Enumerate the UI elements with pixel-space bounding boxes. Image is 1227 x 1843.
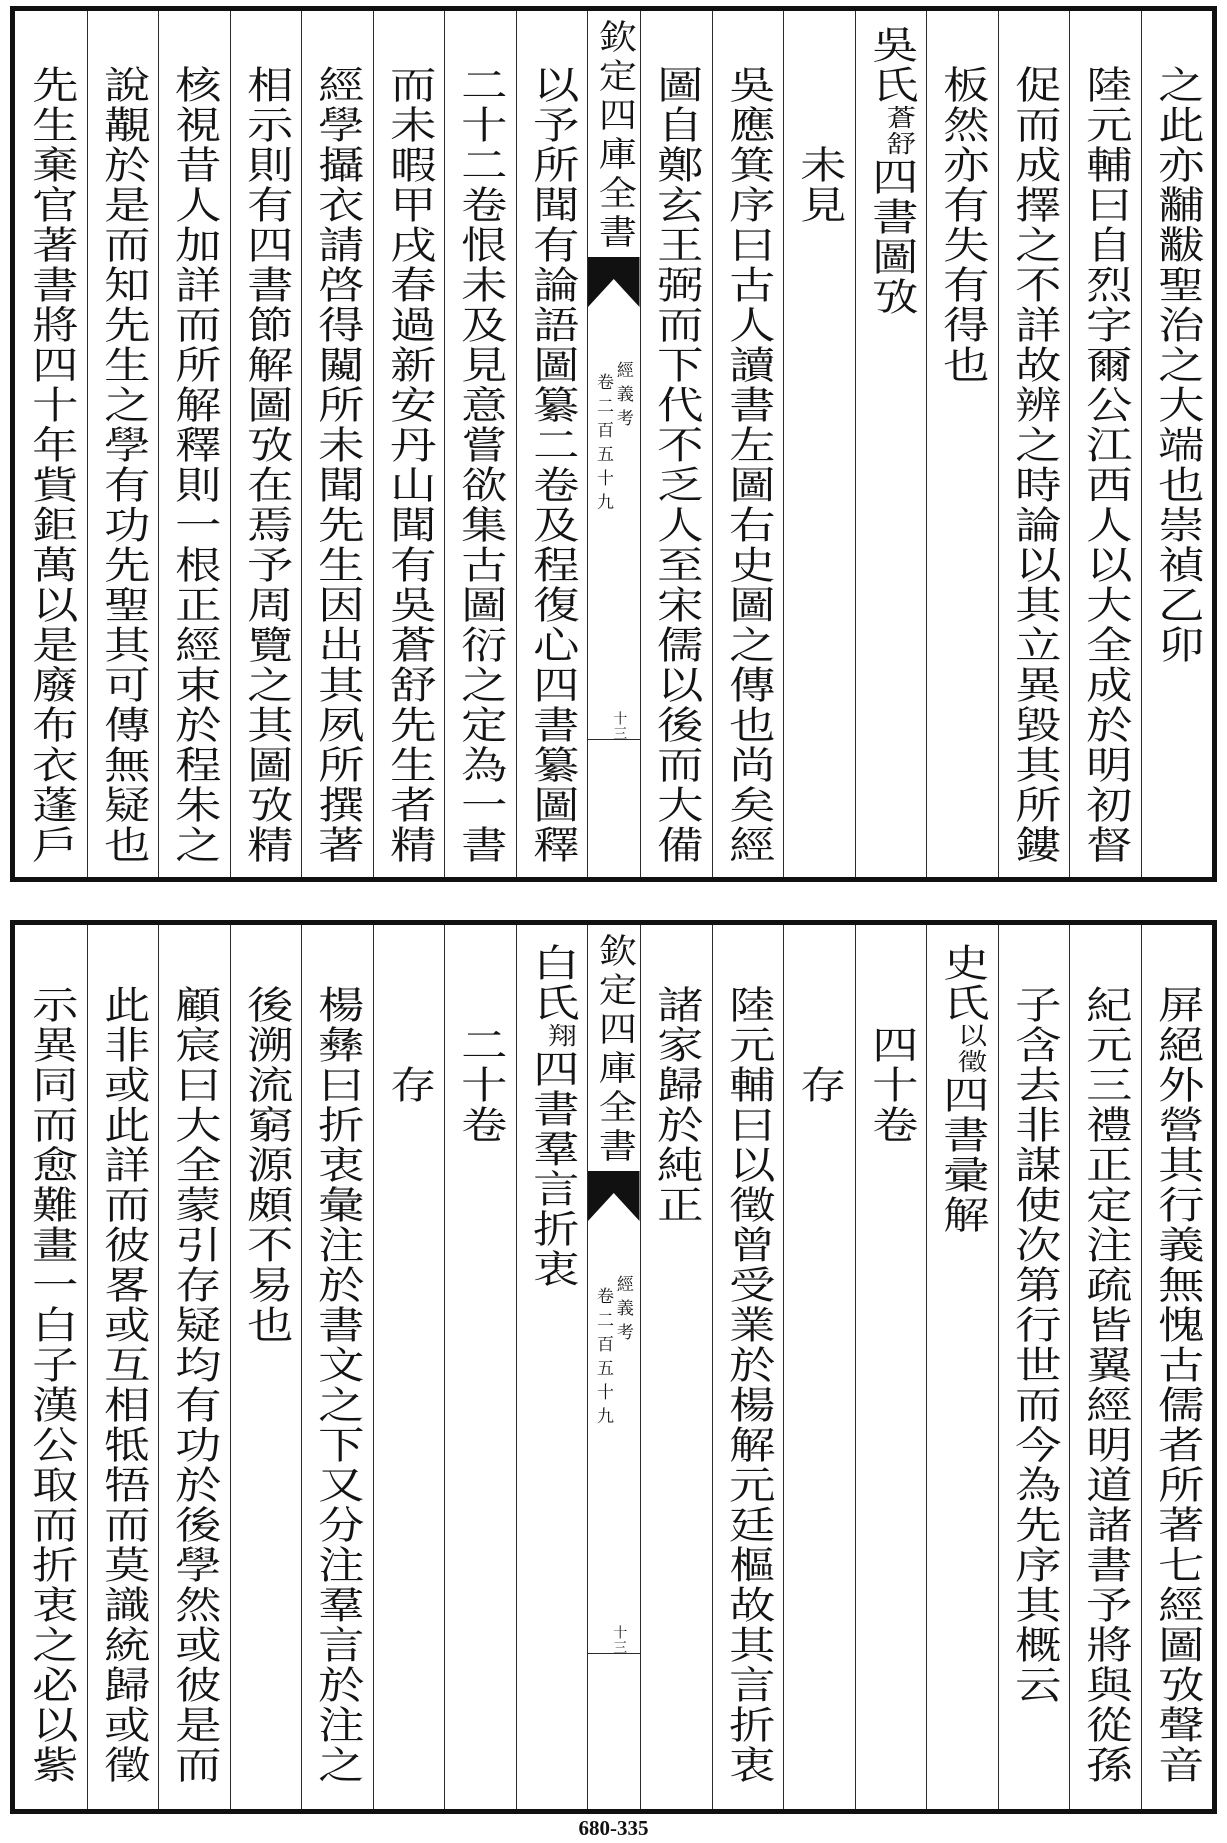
entry-title: 四書彚解 [935, 1075, 990, 1235]
text-column [998, 11, 1070, 877]
column-text: 吳應箕序曰古人讀書左圖右史圖之傳也尚矣經 [720, 65, 775, 865]
column-text: 諸家歸於純正 [649, 985, 704, 1225]
fishtail-mark-icon [588, 257, 640, 309]
column-text: 此非或此詳而彼畧或互相牴牾而莫識統歸或徵 [95, 985, 150, 1785]
column-text: 核視昔人加詳而所解釋則一根正經束於程朱之 [167, 65, 222, 865]
text-column [230, 11, 302, 877]
text-column [158, 925, 230, 1809]
column-text: 經學攝衣請啓得闚所未聞先生因出其夙所撰著 [310, 65, 365, 865]
column-text: 顧宸曰大全蒙引存疑均有功於後學然或彼是而 [167, 985, 222, 1785]
column-text: 板然亦有失有得也 [935, 65, 990, 385]
fishtail-mark-icon [588, 1171, 640, 1223]
status-note: 存 [381, 1065, 436, 1105]
status-note: 未見 [792, 145, 847, 225]
text-column [712, 11, 784, 877]
book-name: 經義考 [612, 1275, 633, 1347]
volume-column [855, 925, 927, 1809]
text-column [1069, 11, 1141, 877]
column-text: 促而成擇之不詳故辨之時論以其立異毀其所鏤 [1006, 65, 1061, 865]
volume-column [444, 925, 516, 1809]
page-number: 680-335 [578, 1816, 649, 1840]
entry-column [926, 925, 998, 1809]
column-text: 說覯於是而知先生之學有功先聖其可傳無疑也 [95, 65, 150, 865]
bottom-page-panel [10, 920, 1217, 1814]
text-column [516, 11, 588, 877]
entry-author: 吳氏 [863, 25, 918, 105]
entry-title: 四書圖攷 [863, 157, 918, 317]
text-column [373, 11, 445, 877]
text-column [1141, 11, 1213, 877]
column-text: 二十二卷恨未及見意嘗欲集古圖衍之定為一書 [453, 65, 508, 865]
entry-author-note: 翔 [541, 1023, 577, 1049]
text-column [640, 925, 712, 1809]
column-text: 楊彝曰折衷彙注於書文之下又分注羣言於注之 [310, 985, 365, 1785]
volume-count: 二十卷 [453, 1025, 508, 1145]
margin-rule [588, 1653, 640, 1654]
text-column [301, 925, 373, 1809]
column-text: 後溯流窮源頗不易也 [238, 985, 293, 1345]
entry-heading [935, 943, 990, 1235]
entry-column [855, 11, 927, 877]
column-text: 子含去非謀使次第行世而今為先序其概云 [1006, 985, 1061, 1705]
status-column [783, 11, 855, 877]
text-column [712, 925, 784, 1809]
entry-column [516, 925, 588, 1809]
entry-heading [524, 943, 579, 1289]
text-column [15, 925, 87, 1809]
column-text: 以予所聞有論語圖纂二卷及程復心四書纂圖釋 [524, 65, 579, 865]
juan-number: 卷二百五十九 [593, 1287, 614, 1431]
column-text: 陸元輔曰以徵曾受業於楊解元廷樞故其言折衷 [720, 985, 775, 1785]
text-column [158, 11, 230, 877]
entry-author-note: 以徵 [952, 1023, 987, 1075]
status-column [783, 925, 855, 1809]
entry-heading [863, 25, 918, 317]
status-column [373, 925, 445, 1809]
status-note: 存 [792, 1065, 847, 1105]
folio-number: 十三 [611, 711, 628, 741]
margin-rule [588, 739, 640, 740]
column-text: 屏絕外營其行義無愧古儒者所著七經圖攷聲音 [1149, 985, 1204, 1785]
juan-number: 卷二百五十九 [593, 373, 614, 517]
book-name: 經義考 [612, 361, 633, 433]
column-text: 圖自鄭玄王弼而下代不乏人至宋儒以後而大備 [649, 65, 704, 865]
entry-author: 白氏 [524, 943, 579, 1023]
text-column [230, 925, 302, 1809]
text-column [15, 11, 87, 877]
center-margin [587, 925, 640, 1809]
text-column [1069, 925, 1141, 1809]
column-text: 紀元三禮正定注疏皆翼經明道諸書予將與從孫 [1078, 985, 1133, 1785]
text-column [444, 11, 516, 877]
center-margin [587, 11, 640, 877]
column-text: 陸元輔曰自烈字爾公江西人以大全成於明初督 [1078, 65, 1133, 865]
collection-title: 欽定四庫全書 [591, 933, 637, 1167]
collection-title: 欽定四庫全書 [591, 19, 637, 253]
text-column [926, 11, 998, 877]
text-column [87, 11, 159, 877]
entry-author-note: 蒼舒 [880, 105, 916, 157]
text-column [87, 925, 159, 1809]
text-column [301, 11, 373, 877]
top-page-panel [10, 6, 1217, 882]
column-text: 而未暇甲戌春過新安丹山聞有吳蒼舒先生者精 [381, 65, 436, 865]
entry-author: 史氏 [935, 943, 990, 1023]
column-text: 先生棄官著書將四十年貲鉅萬以是廢布衣蓬戶 [23, 65, 78, 865]
column-text: 之此亦黼黻聖治之大端也崇禎乙卯 [1149, 65, 1204, 665]
text-column [640, 11, 712, 877]
volume-count: 四十卷 [863, 1025, 918, 1145]
column-text: 相示則有四書節解圖攷在焉予周覽之其圖攷精 [238, 65, 293, 865]
column-text: 示異同而愈難畫一白子漢公取而折衷之必以紫 [23, 985, 78, 1785]
entry-title: 四書羣言折衷 [524, 1049, 579, 1289]
text-column [1141, 925, 1213, 1809]
folio-number: 十三 [611, 1625, 628, 1655]
text-column [998, 925, 1070, 1809]
